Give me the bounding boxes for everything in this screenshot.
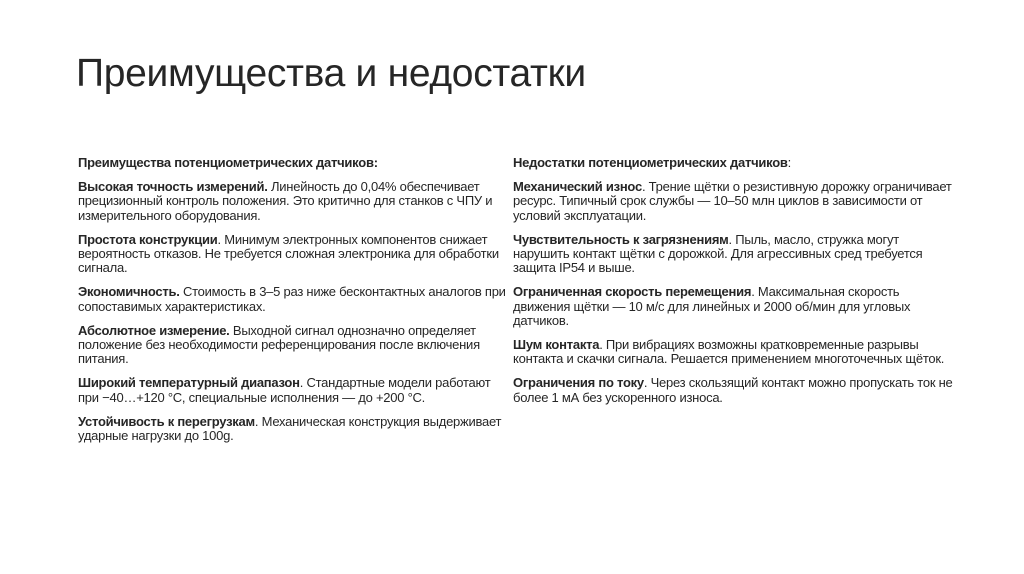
heading-colon: : [787,155,792,170]
disadvantage-item [513,338,953,366]
advantage-term: Широкий температурный диапазон [78,375,300,391]
advantage-term: Экономичность. [78,284,180,300]
disadvantage-text: . При вибрациях возможны кратковременные разрывы контакта и скачки сигнала. Решается применением многоточечных щёток. [513,337,945,367]
advantage-term: Абсолютное измерение. [78,322,230,338]
disadvantage-term: Ограничения по току [513,375,644,391]
advantage-text: . Механическая конструкция выдерживает ударные нагрузки до 100g. [78,413,502,444]
advantage-text: . Стандартные модели работают при −40…+120 °C, специальные исполнения — до +200 °C. [78,375,491,405]
disadvantage-item [513,285,953,328]
advantage-item [78,285,510,313]
advantage-text: Выходной сигнал однозначно определяет положение без необходимости референцирования после включения питания. [78,322,480,367]
disadvantage-item [513,233,953,276]
disadvantage-text: . Пыль, масло, стружка могут нарушить контакт щётки с дорожкой. Для агрессивных сред требуется защита IP54 и выше. [513,231,923,276]
disadvantage-item [513,376,953,404]
disadvantage-text: . Трение щётки о резистивную дорожку ограничивает ресурс. Типичный срок службы — 10–50 млн циклов в зависимости от условий эксплуатации. [513,179,952,223]
disadvantages-column [513,156,953,415]
disadvantage-term: Механический износ [513,179,642,195]
disadvantages-heading [513,156,953,170]
slide-title: Преимущества и недостатки [76,52,586,95]
advantage-text: Линейность до 0,04% обеспечивает прецизионный контроль положения. Это критично для станков с ЧПУ и измерительного оборудования. [78,179,493,223]
advantage-term: Простота конструкции [78,231,218,247]
disadvantage-text: . Через скользящий контакт можно пропускать ток не более 1 мА без ускоренного износа. [513,375,953,405]
advantage-item [78,376,510,404]
disadvantage-item [513,180,953,223]
advantage-term: Высокая точность измерений. [78,179,268,195]
advantages-heading: Преимущества потенциометрических датчиков: [78,155,378,170]
advantage-item [78,180,510,223]
disadvantage-term: Ограниченная скорость перемещения [513,284,752,300]
advantage-text: Стоимость в 3–5 раз ниже бесконтактных аналогов при сопоставимых характеристиках. [78,284,506,314]
advantage-text: . Минимум электронных компонентов снижает вероятность отказов. Не требуется сложная электроника для обработки сигнала. [78,231,499,276]
advantages-column [78,156,510,453]
disadvantage-term: Чувствительность к загрязнениям [513,231,729,247]
disadvantages-heading-text: Недостатки потенциометрических датчиков [513,155,788,170]
advantage-item [78,415,510,443]
advantage-item [78,324,510,367]
advantage-item [78,233,510,276]
disadvantage-text: . Максимальная скорость движения щётки — 10 м/с для линейных и 2000 об/мин для угловых датчиков. [513,284,911,328]
advantage-term: Устойчивость к перегрузкам [78,413,255,429]
disadvantage-term: Шум контакта [513,337,600,353]
